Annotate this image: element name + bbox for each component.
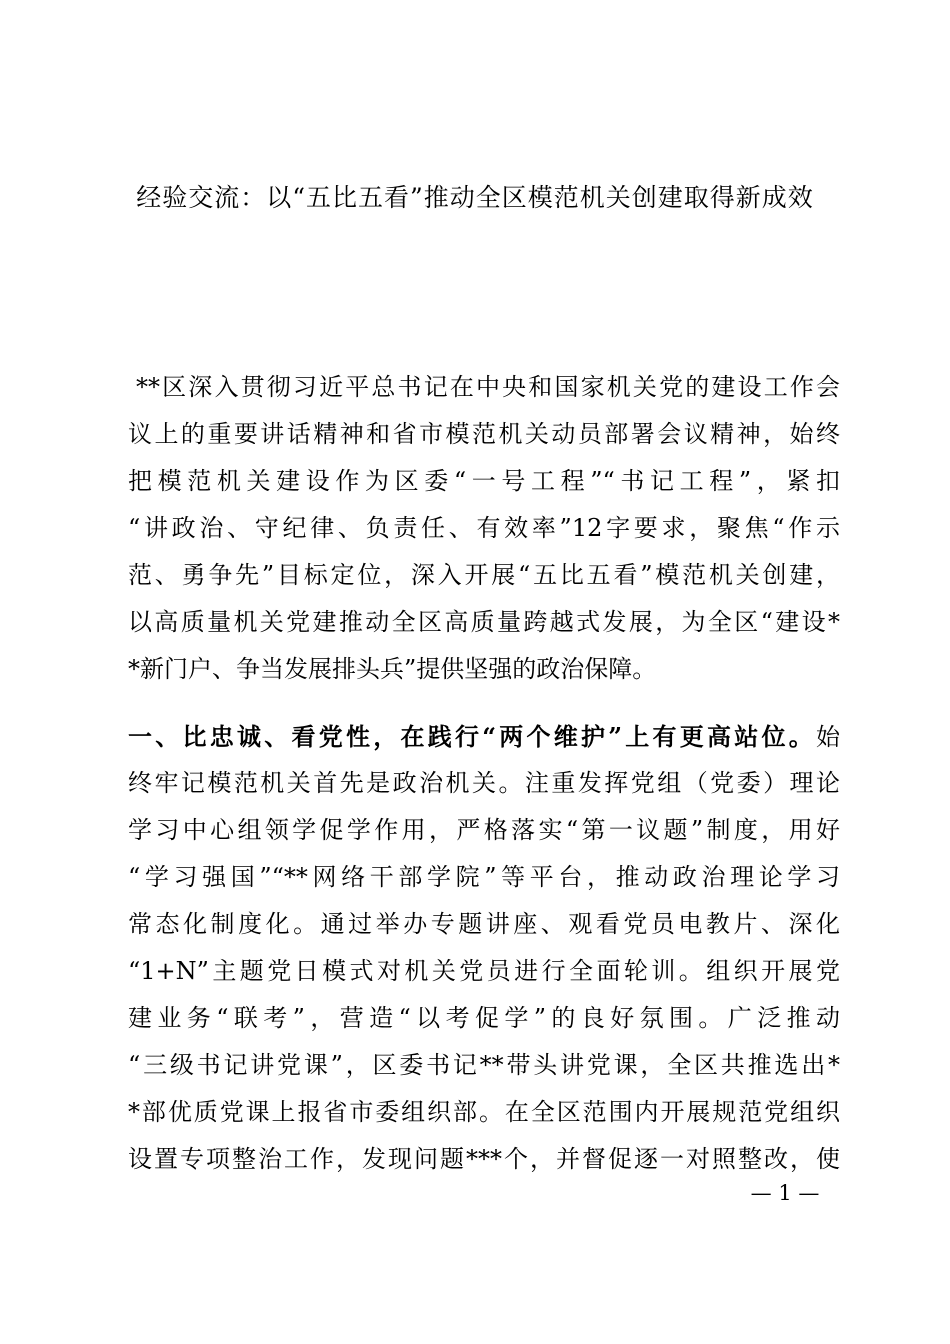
section-heading-line: [128, 713, 840, 760]
paragraph-line: 把模范机关建设作为区委“一号工程”“书记工程”，紧扣: [128, 467, 840, 495]
paragraph-line: *部优质党课上报省市委组织部。在全区范围内开展规范党组织: [128, 1098, 840, 1126]
paragraph-line: **区深入贯彻习近平总书记在中央和国家机关党的建设工作会: [136, 373, 840, 401]
paragraph-line: 议上的重要讲话精神和省市模范机关动员部署会议精神，始终: [128, 420, 840, 448]
paragraph-line: 建业务“联考”，营造“以考促学”的良好氛围。广泛推动: [128, 1004, 840, 1032]
paragraph-line: 学习中心组领学促学作用，严格落实“第一议题”制度，用好: [128, 816, 840, 844]
section-heading-continuation: 始: [816, 723, 840, 751]
paragraph-line: 设置专项整治工作，发现问题***个，并督促逐一对照整改，使: [128, 1145, 840, 1173]
paragraph-line: *新门户、争当发展排头兵”提供坚强的政治保障。: [128, 655, 657, 683]
paragraph-line: “学习强国”“**网络干部学院”等平台，推动政治理论学习: [128, 863, 840, 891]
paragraph-line: 常态化制度化。通过举办专题讲座、观看党员电教片、深化: [128, 910, 840, 938]
intro-paragraph: [128, 364, 840, 693]
page-number: — 1 —: [750, 1181, 820, 1205]
paragraph-line: “讲政治、守纪律、负责任、有效率”12字要求，聚焦“作示: [128, 514, 840, 542]
document-title: 经验交流：以“五比五看”推动全区模范机关创建取得新成效: [136, 183, 814, 212]
paragraph-line: 以高质量机关党建推动全区高质量跨越式发展，为全区“建设*: [128, 608, 840, 636]
paragraph-line: 范、勇争先”目标定位，深入开展“五比五看”模范机关创建，: [128, 561, 840, 589]
section-1-paragraph: [128, 713, 840, 1183]
paragraph-line: “1+N”主题党日模式对机关党员进行全面轮训。组织开展党: [128, 957, 840, 985]
paragraph-line: 终牢记模范机关首先是政治机关。注重发挥党组（党委）理论: [128, 769, 840, 797]
paragraph-line: “三级书记讲党课”，区委书记**带头讲党课，全区共推选出*: [128, 1051, 840, 1079]
section-heading: 一、比忠诚、看党性，在践行“两个维护”上有更高站位。: [128, 722, 816, 751]
